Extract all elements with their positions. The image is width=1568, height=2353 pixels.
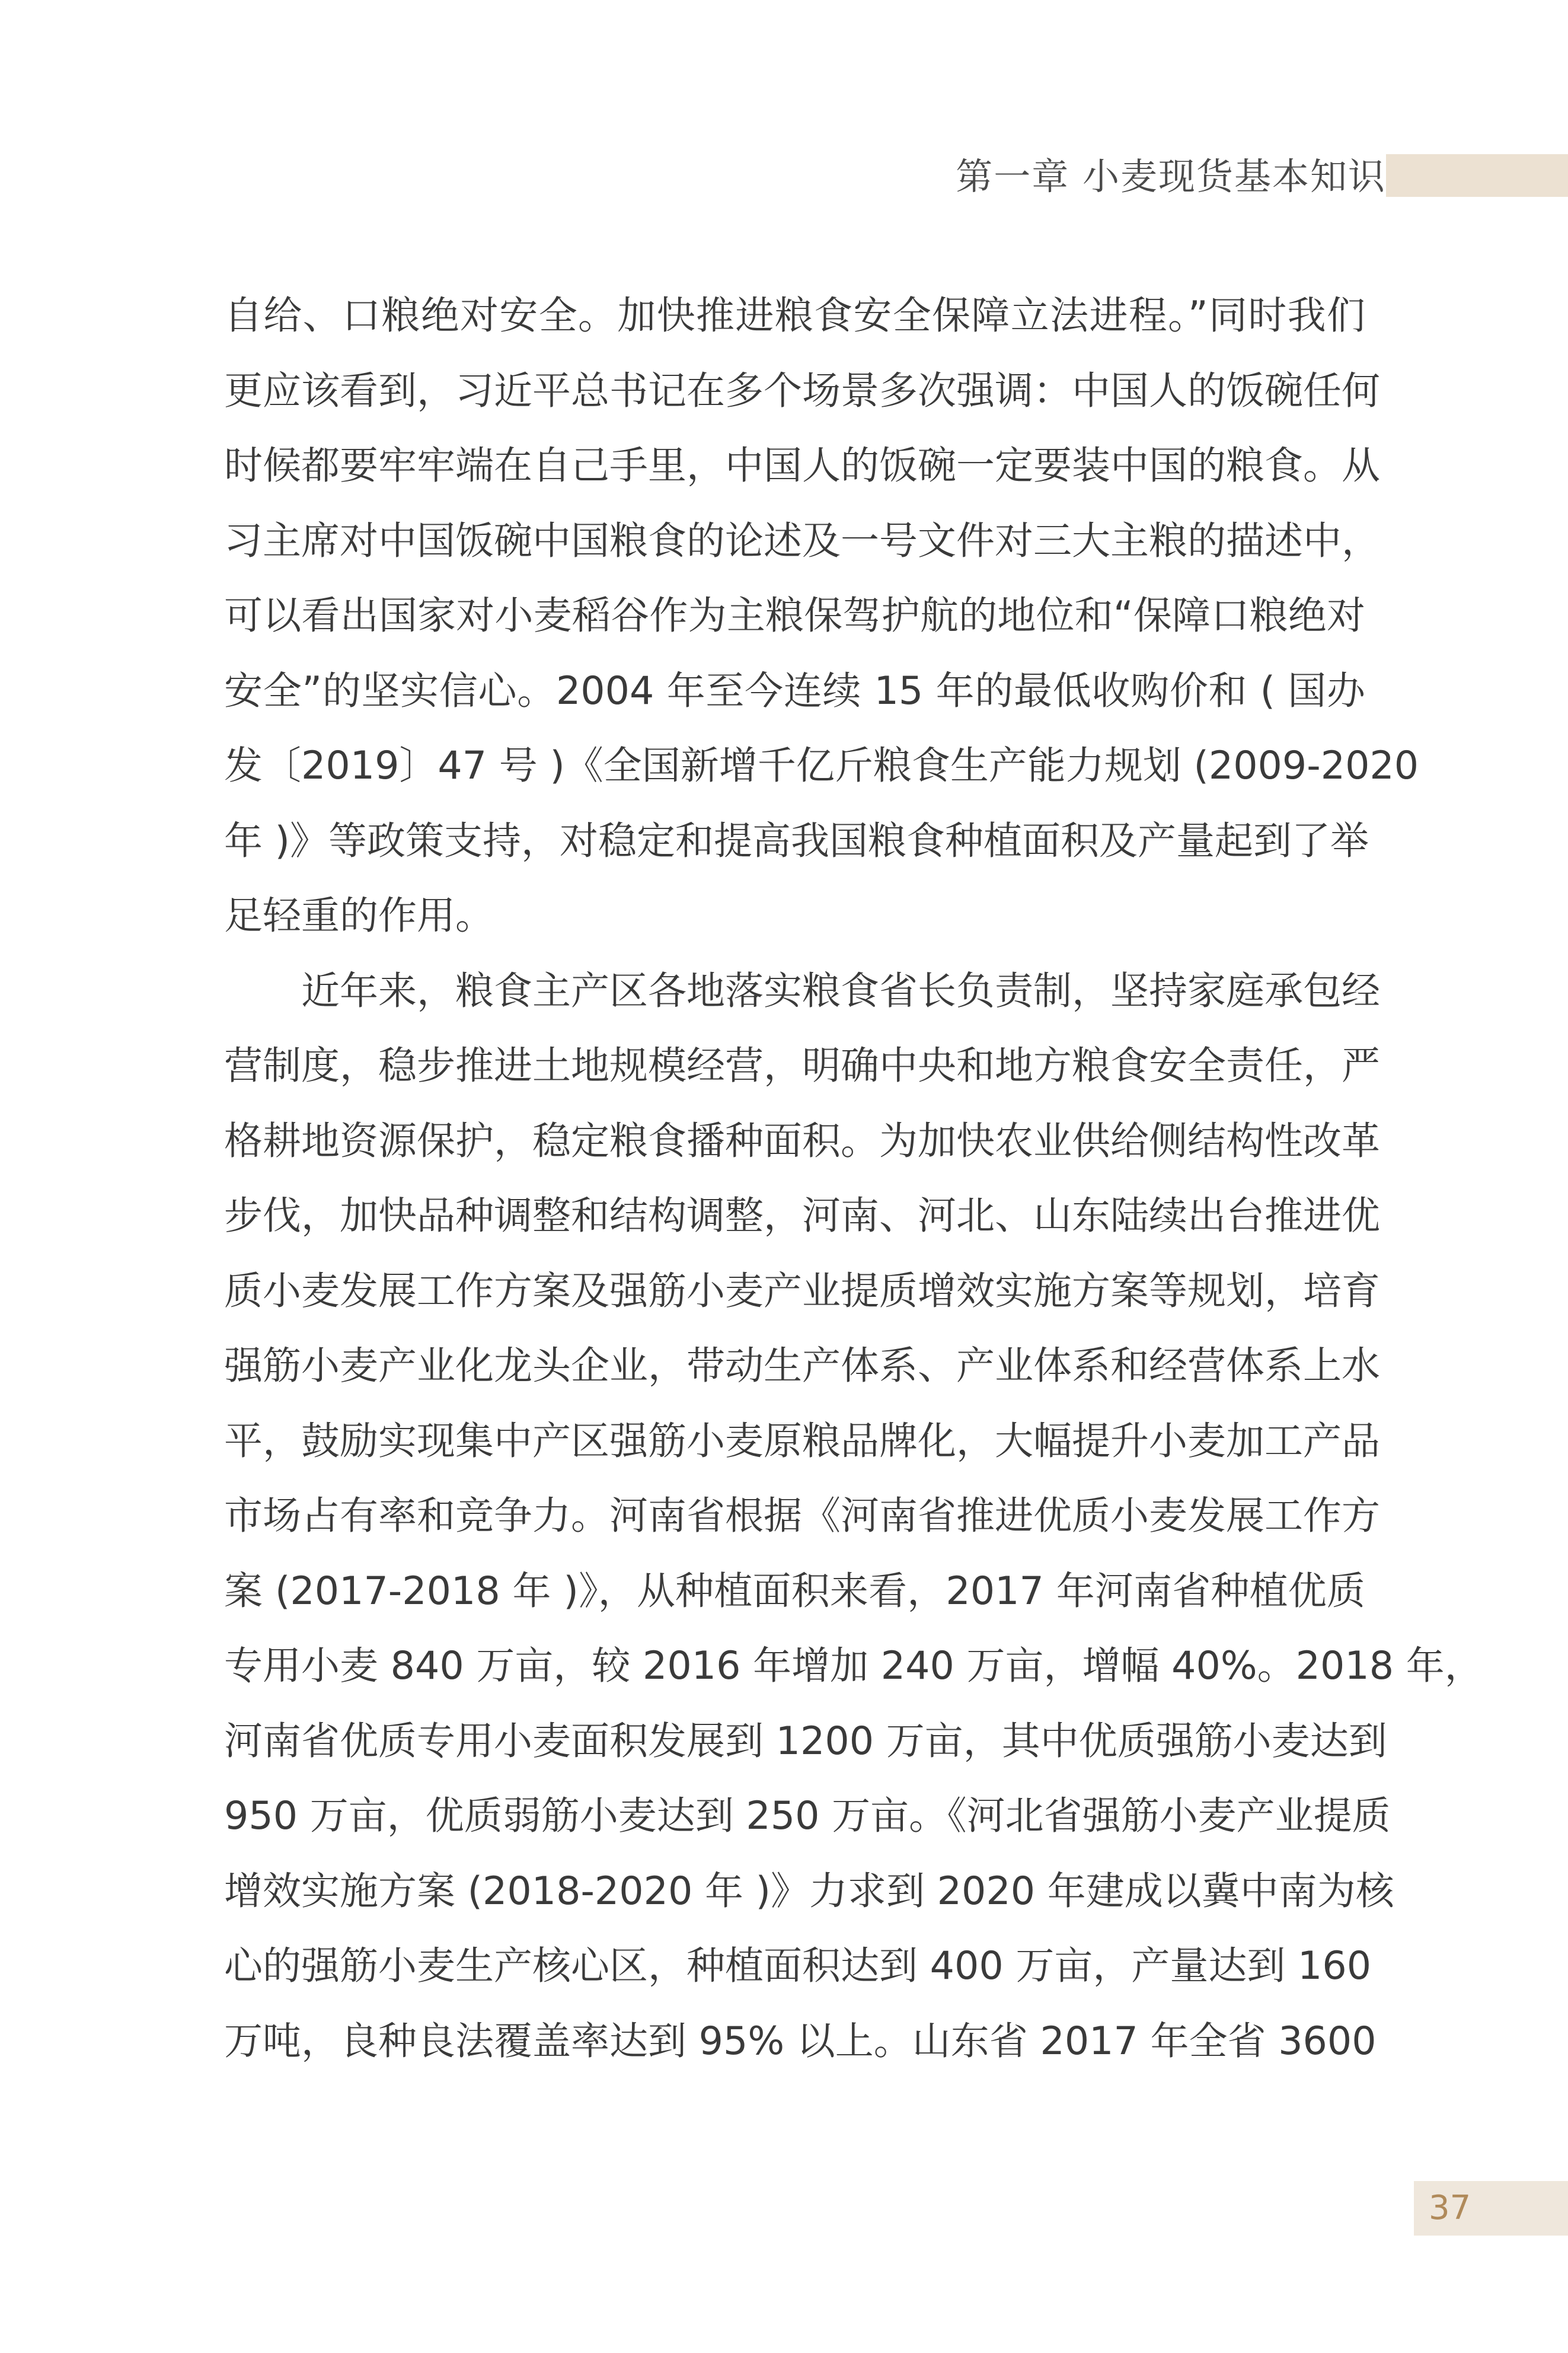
page-number: 37 bbox=[1429, 2189, 1471, 2227]
paragraph-1 bbox=[224, 279, 1419, 954]
text-line: 近年来，粮食主产区各地落实粮食省长负责制，坚持家庭承包经 bbox=[301, 968, 1381, 1013]
text-line: 专用小麦 840 万亩，较 2016 年增加 240 万亩，增幅 40%。2018 年， bbox=[224, 1644, 1483, 1688]
text-line: 平，鼓励实现集中产区强筋小麦原粮品牌化，大幅提升小麦加工产品 bbox=[224, 1418, 1381, 1464]
text-line: 步伐，加快品种调整和结构调整，河南、河北、山东陆续出台推进优 bbox=[224, 1194, 1381, 1238]
text-line: 心的强筋小麦生产核心区，种植面积达到 400 万亩，产量达到 160 bbox=[224, 1944, 1372, 1988]
chapter-title: 第一章 小麦现货基本知识 bbox=[956, 155, 1386, 198]
body-text bbox=[224, 279, 1483, 2079]
paragraph-2 bbox=[224, 954, 1483, 2080]
text-line: 安全”的坚实信心。2004 年至今连续 15 年的最低收购价和 ( 国办 bbox=[224, 668, 1365, 713]
text-line: 市场占有率和竞争力。河南省根据《河南省推进优质小麦发展工作方 bbox=[224, 1494, 1381, 1538]
text-line: 增效实施方案 (2018-2020 年 )》力求到 2020 年建成以冀中南为核 bbox=[224, 1869, 1394, 1914]
text-line: 格耕地资源保护，稳定粮食播种面积。为加快农业供给侧结构性改革 bbox=[224, 1118, 1381, 1163]
text-line: 950 万亩，优质弱筋小麦达到 250 万亩。《河北省强筋小麦产业提质 bbox=[224, 1794, 1391, 1838]
text-line: 河南省优质专用小麦面积发展到 1200 万亩，其中优质强筋小麦达到 bbox=[224, 1718, 1387, 1764]
text-line: 质小麦发展工作方案及强筋小麦产业提质增效实施方案等规划，培育 bbox=[224, 1268, 1381, 1313]
text-line: 习主席对中国饭碗中国粮食的论述及一号文件对三大主粮的描述中， bbox=[224, 518, 1381, 563]
text-line: 自给、口粮绝对安全。加快推进粮食安全保障立法进程。”同时我们 bbox=[224, 294, 1365, 338]
text-line: 营制度，稳步推进土地规模经营，明确中央和地方粮食安全责任，严 bbox=[224, 1044, 1381, 1088]
text-line: 案 (2017-2018 年 )》，从种植面积来看，2017 年河南省种植优质 bbox=[224, 1568, 1365, 1614]
text-line: 时候都要牢牢端在自己手里，中国人的饭碗一定要装中国的粮食。从 bbox=[224, 444, 1381, 488]
text-line: 万吨，良种良法覆盖率达到 95% 以上。山东省 2017 年全省 3600 bbox=[224, 2019, 1377, 2064]
text-line: 发〔2019〕47 号 )《全国新增千亿斤粮食生产能力规划 (2009-2020 bbox=[224, 744, 1419, 788]
text-line: 可以看出国家对小麦稻谷作为主粮保驾护航的地位和“保障口粮绝对 bbox=[224, 594, 1365, 638]
text-line: 年 )》等政策支持，对稳定和提高我国粮食种植面积及产量起到了举 bbox=[224, 818, 1369, 863]
text-line: 足轻重的作用。 bbox=[224, 894, 494, 938]
header-decorative-bar bbox=[1386, 154, 1568, 197]
text-line: 强筋小麦产业化龙头企业，带动生产体系、产业体系和经营体系上水 bbox=[224, 1344, 1381, 1388]
text-line: 更应该看到，习近平总书记在多个场景多次强调：中国人的饭碗任何 bbox=[224, 368, 1381, 413]
